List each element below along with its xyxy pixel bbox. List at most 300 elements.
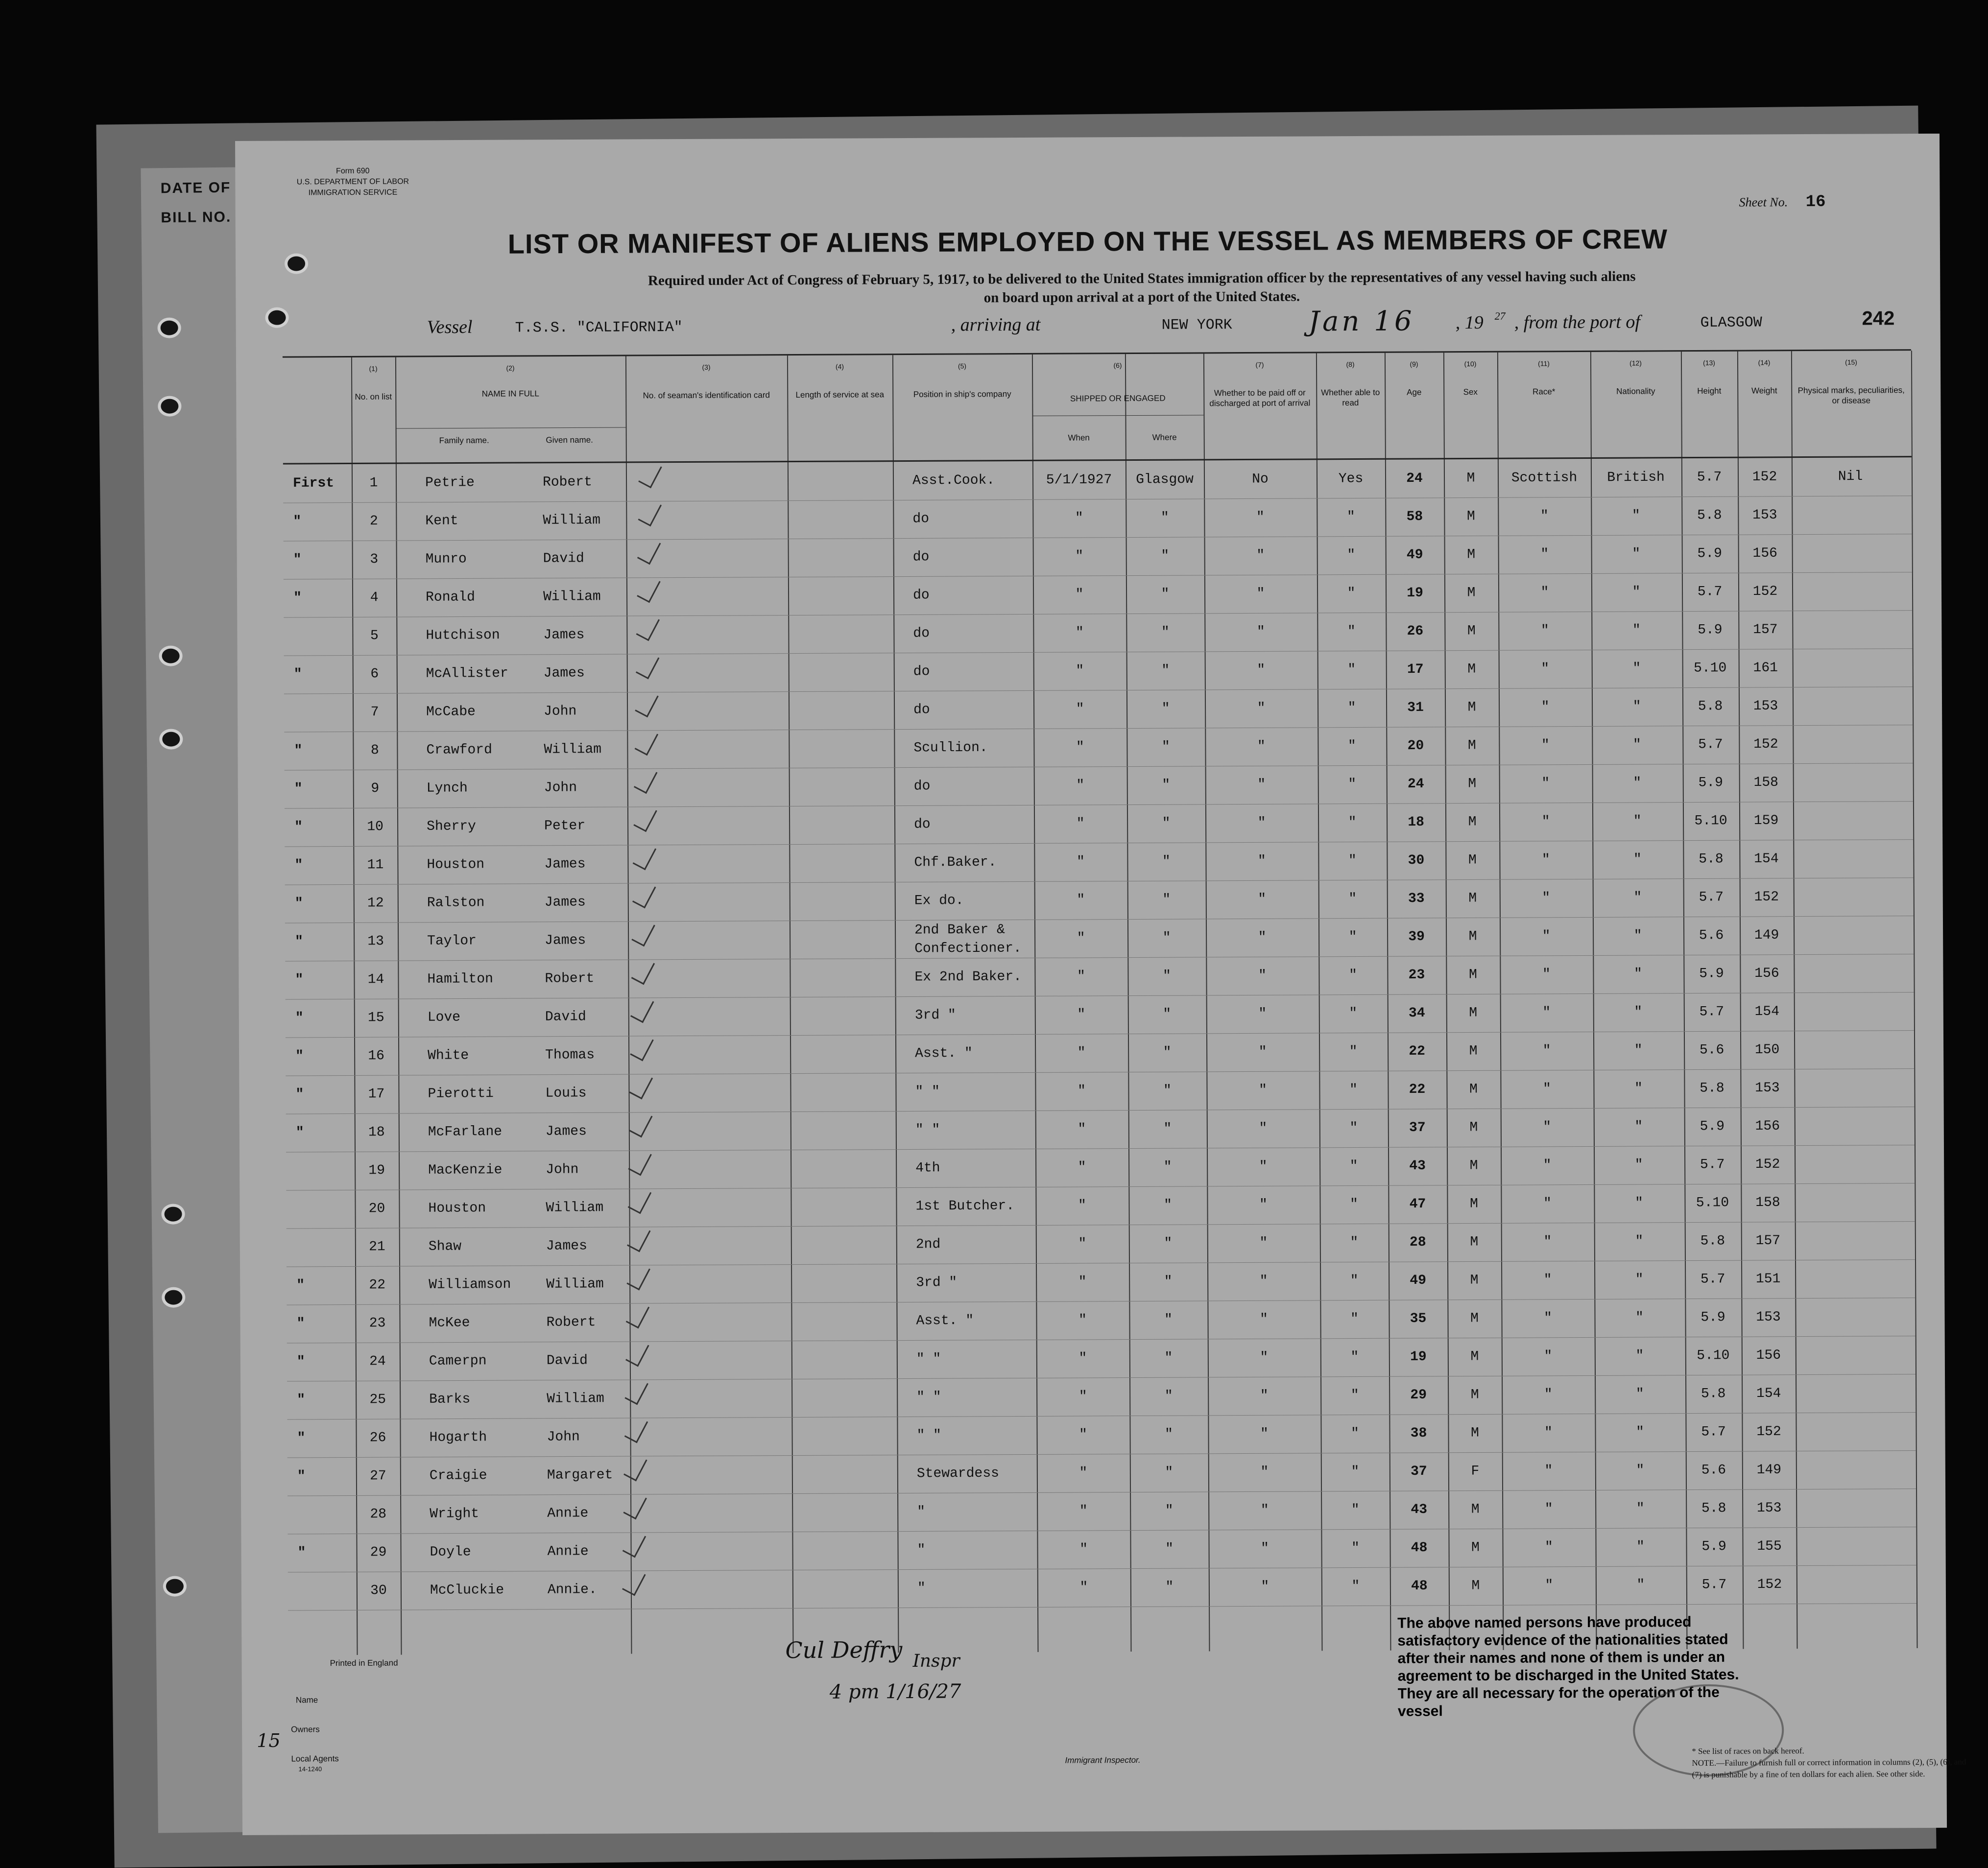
crew-age: 23	[1408, 967, 1425, 983]
crew-shipped-where: "	[1162, 778, 1171, 793]
crew-family-name: McKee	[429, 1315, 470, 1331]
crew-row-number: 18	[368, 1125, 385, 1140]
row-rule	[285, 801, 1913, 809]
agents-code: 14-1240	[298, 1765, 322, 1773]
crew-position: Stewardess	[916, 1466, 999, 1482]
crew-race: "	[1540, 508, 1549, 524]
row-rule	[285, 954, 1914, 962]
crew-row-class: "	[293, 552, 302, 567]
row-rule	[285, 839, 1913, 847]
crew-family-name: Ronald	[426, 590, 475, 605]
column-header-read: Whether able to read	[1321, 387, 1380, 408]
crew-sex: M	[1466, 471, 1475, 486]
crew-position: Scullion.	[913, 740, 988, 756]
crew-sex: F	[1471, 1464, 1480, 1479]
crew-position: Ex do.	[914, 893, 964, 909]
column-header-name: NAME IN FULL	[481, 389, 539, 399]
crew-position: do	[913, 626, 930, 641]
crew-nationality: "	[1632, 699, 1641, 715]
crew-position: do	[913, 664, 930, 680]
column-rule	[1497, 353, 1504, 1650]
crew-family-name: Craigie	[429, 1468, 487, 1484]
crew-sex: M	[1468, 891, 1477, 906]
crew-position: " "	[916, 1428, 942, 1443]
crew-row-class: "	[295, 1125, 304, 1140]
crew-position: 2nd	[915, 1237, 941, 1253]
crew-height: 5.8	[1699, 851, 1724, 867]
crew-shipped-when: "	[1079, 1580, 1088, 1596]
crew-position: 3rd "	[916, 1275, 958, 1291]
crew-row-number: 22	[369, 1277, 386, 1293]
column-header-service-num: (4)	[835, 362, 844, 371]
column-header-id-card: No. of seaman's identification card	[643, 390, 770, 401]
crew-family-name: Williamson	[429, 1277, 511, 1293]
crew-race: "	[1544, 1387, 1553, 1402]
subtitle-line-2: on board upon arrival at a port of the United States.	[983, 288, 1300, 306]
crew-paid-off: "	[1259, 1235, 1268, 1251]
crew-weight: 153	[1756, 1500, 1782, 1516]
crew-nationality: British	[1607, 470, 1665, 486]
punch-hole	[265, 307, 288, 328]
crew-race: "	[1542, 928, 1551, 944]
crew-paid-off: "	[1256, 624, 1265, 640]
sheet-number	[1739, 193, 1825, 212]
crew-given-name: John	[544, 780, 577, 796]
punch-hole	[158, 317, 181, 338]
crew-able-to-read: "	[1347, 547, 1356, 563]
crew-paid-off: "	[1258, 1006, 1267, 1022]
crew-shipped-when: "	[1076, 816, 1085, 832]
crew-row-number: 30	[370, 1583, 387, 1599]
crew-shipped-where: "	[1163, 1121, 1172, 1137]
check-mark-icon	[630, 1033, 653, 1061]
row-rule	[287, 1527, 1916, 1535]
crew-family-name: Kent	[425, 513, 458, 529]
crew-height: 5.9	[1700, 1119, 1725, 1135]
crew-nationality: "	[1632, 584, 1641, 600]
crew-row-number: 24	[369, 1354, 386, 1370]
crew-nationality: "	[1635, 1195, 1643, 1211]
crew-height: 5.7	[1698, 737, 1723, 753]
crew-family-name: Wright	[430, 1506, 479, 1522]
crew-age: 22	[1409, 1082, 1426, 1098]
crew-nationality: "	[1633, 851, 1642, 868]
check-mark-icon	[623, 1530, 646, 1558]
column-header-race: Race*	[1533, 387, 1556, 397]
column-header-sex-num: (10)	[1464, 359, 1477, 368]
crew-age: 48	[1411, 1540, 1428, 1556]
crew-nationality: "	[1632, 661, 1641, 677]
crew-race: "	[1540, 546, 1549, 562]
column-rule	[1316, 353, 1323, 1651]
row-rule	[286, 992, 1914, 1000]
crew-height: 5.7	[1700, 1157, 1725, 1173]
column-header-position: Position in ship's company	[913, 389, 1011, 399]
crew-nationality: "	[1634, 1004, 1643, 1020]
crew-height: 5.10	[1697, 1348, 1730, 1364]
crew-paid-off: "	[1260, 1426, 1269, 1442]
column-rule	[1911, 351, 1918, 1648]
vessel-name: T.S.S. "CALIFORNIA"	[515, 319, 683, 337]
crew-height: 5.9	[1701, 1310, 1725, 1325]
crew-sex: M	[1470, 1234, 1479, 1250]
crew-sex: M	[1471, 1425, 1480, 1441]
crew-weight: 156	[1756, 1348, 1781, 1363]
punch-hole	[158, 396, 181, 416]
crew-nationality: "	[1633, 813, 1642, 829]
crew-shipped-when: "	[1078, 1389, 1087, 1405]
year-suffix: 27	[1494, 309, 1506, 322]
crew-given-name: Annie.	[547, 1582, 597, 1598]
crew-shipped-when: "	[1079, 1541, 1088, 1558]
crew-paid-off: "	[1259, 1121, 1268, 1136]
crew-family-name: Lynch	[426, 780, 468, 796]
crew-paid-off: "	[1259, 1083, 1267, 1098]
check-mark-icon	[634, 766, 657, 794]
column-header-paid-off: Whether to be paid off or discharged at port of arrival	[1209, 388, 1311, 408]
crew-row-class: "	[294, 857, 303, 873]
crew-weight: 152	[1755, 1157, 1780, 1172]
check-mark-icon	[632, 880, 655, 908]
crew-family-name: Pierotti	[428, 1086, 494, 1102]
crew-race: "	[1541, 852, 1550, 868]
crew-shipped-when: "	[1075, 548, 1084, 565]
inspection-time: 4 pm 1/16/27	[829, 1680, 961, 1703]
crew-age: 18	[1408, 814, 1424, 830]
vessel-label: Vessel	[427, 316, 473, 338]
crew-paid-off: "	[1256, 586, 1265, 602]
crew-paid-off: "	[1259, 1274, 1268, 1289]
crew-race: "	[1542, 1005, 1551, 1020]
crew-height: 5.9	[1699, 966, 1724, 982]
column-header-sex: Sex	[1463, 387, 1478, 397]
crew-able-to-read: "	[1350, 1311, 1359, 1327]
crew-race: "	[1543, 1196, 1552, 1211]
row-rule	[287, 1336, 1916, 1344]
crew-shipped-when: 5/1/1927	[1046, 472, 1112, 488]
crew-row-class: "	[293, 666, 302, 682]
crew-race: "	[1542, 890, 1551, 906]
crew-able-to-read: "	[1349, 1006, 1358, 1021]
crew-row-class: "	[295, 1087, 304, 1102]
crew-family-name: McCabe	[426, 704, 476, 720]
column-header-position-num: (5)	[958, 362, 967, 370]
punch-hole	[159, 729, 183, 749]
crew-weight: 158	[1753, 775, 1779, 790]
form-number: Form 690	[335, 166, 370, 176]
row-rule	[287, 1221, 1915, 1229]
crew-family-name: Love	[427, 1010, 461, 1025]
check-mark-icon	[622, 1568, 646, 1596]
crew-given-name: Robert	[546, 1315, 596, 1330]
crew-given-name: David	[546, 1353, 588, 1369]
crew-shipped-where: "	[1161, 587, 1170, 602]
crew-position: "	[917, 1504, 926, 1520]
crew-able-to-read: "	[1348, 853, 1357, 869]
crew-sex: M	[1467, 662, 1476, 677]
column-header-id-card-num: (3)	[702, 363, 711, 371]
column-header-service: Length of service at sea	[795, 390, 885, 400]
crew-height: 5.6	[1701, 1463, 1726, 1478]
crew-shipped-where: "	[1160, 510, 1169, 526]
column-header-height-num: (13)	[1703, 358, 1715, 367]
crew-shipped-where: "	[1165, 1580, 1174, 1595]
crew-race: "	[1543, 1081, 1551, 1097]
crew-race: "	[1542, 1043, 1551, 1059]
crew-family-name: Shaw	[428, 1239, 462, 1254]
row-rule	[285, 763, 1913, 771]
from-label: , from the port of	[1514, 311, 1640, 333]
crew-nationality: "	[1636, 1539, 1645, 1555]
crew-able-to-read: "	[1348, 815, 1357, 830]
crew-shipped-when: "	[1075, 625, 1084, 641]
crew-position: Ex 2nd Baker.	[914, 969, 1022, 985]
crew-position: do	[912, 549, 930, 565]
crew-age: 37	[1411, 1464, 1427, 1480]
crew-able-to-read: "	[1347, 586, 1356, 601]
crew-race: "	[1541, 699, 1550, 715]
crew-row-number: 27	[370, 1468, 386, 1484]
header-rule	[1032, 415, 1203, 416]
form-header	[289, 166, 416, 198]
row-rule	[286, 1183, 1915, 1191]
crew-shipped-where: "	[1164, 1236, 1173, 1252]
column-header-family-name: Family name.	[439, 435, 489, 446]
crew-row-number: 6	[370, 666, 379, 682]
crew-position: do	[912, 511, 930, 527]
crew-weight: 152	[1753, 736, 1778, 752]
crew-row-number: 16	[368, 1048, 385, 1064]
page-title: LIST OR MANIFEST OF ALIENS EMPLOYED ON THE VESSEL AS MEMBERS OF CREW	[507, 223, 1668, 260]
crew-able-to-read: "	[1351, 1426, 1360, 1442]
crew-height: 5.10	[1694, 661, 1727, 676]
row-rule	[284, 648, 1913, 656]
arriving-label: , arriving at	[951, 314, 1041, 335]
crew-row-class: "	[294, 743, 303, 758]
crew-age: 43	[1409, 1158, 1426, 1174]
column-header-marks: Physical marks, peculiarities, or disease	[1797, 385, 1905, 405]
check-mark-icon	[629, 1110, 652, 1137]
crew-sex: M	[1471, 1502, 1480, 1517]
crew-family-name: Ralston	[427, 895, 485, 911]
crew-able-to-read: "	[1350, 1349, 1359, 1365]
crew-shipped-when: "	[1076, 701, 1084, 717]
crew-row-class: "	[293, 514, 302, 529]
crew-nationality: "	[1631, 508, 1640, 524]
crew-weight: 157	[1753, 622, 1778, 638]
crew-paid-off: "	[1257, 739, 1266, 755]
crew-row-class: "	[294, 819, 303, 835]
crew-row-number: 17	[368, 1087, 385, 1102]
crew-shipped-when: "	[1076, 778, 1085, 794]
check-mark-icon	[624, 1377, 648, 1405]
crew-position: do	[913, 702, 930, 718]
crew-shipped-where: "	[1162, 930, 1171, 946]
check-mark-icon	[627, 1186, 651, 1214]
service-name: IMMIGRATION SERVICE	[308, 188, 398, 197]
column-header-nationality-num: (12)	[1629, 359, 1642, 367]
row-rule	[287, 1450, 1916, 1458]
crew-paid-off: "	[1258, 930, 1267, 946]
crew-weight: 152	[1752, 469, 1777, 485]
crew-nationality: "	[1633, 928, 1642, 944]
crew-row-class: "	[297, 1545, 306, 1561]
check-mark-icon	[623, 1454, 647, 1482]
crew-row-number: 3	[370, 552, 379, 567]
crew-given-name: William	[547, 1391, 604, 1407]
crew-given-name: John	[547, 1429, 580, 1445]
row-rule	[285, 916, 1914, 923]
crew-shipped-where: "	[1164, 1350, 1173, 1366]
crew-shipped-when: "	[1079, 1427, 1088, 1443]
check-mark-icon	[627, 1224, 650, 1252]
crew-given-name: William	[543, 589, 601, 605]
crew-row-class: "	[295, 1010, 304, 1026]
arrival-date: Jan 16	[1308, 305, 1415, 338]
crew-shipped-where: "	[1165, 1503, 1174, 1519]
crew-weight: 156	[1754, 966, 1779, 981]
crew-shipped-when: "	[1077, 1045, 1086, 1061]
crew-race: "	[1544, 1348, 1553, 1364]
crew-race: Scottish	[1511, 470, 1578, 486]
page-subtitle	[480, 266, 1803, 309]
manifest-page	[235, 134, 1966, 1835]
crew-race: "	[1540, 623, 1549, 638]
crew-sex: M	[1468, 852, 1477, 868]
crew-shipped-when: "	[1076, 663, 1084, 679]
crew-row-number: 23	[369, 1316, 386, 1331]
crew-position: 2nd Baker &	[914, 922, 1005, 938]
crew-sex: M	[1467, 585, 1476, 601]
crew-height: 5.9	[1701, 1539, 1726, 1555]
row-rule	[287, 1259, 1915, 1267]
crew-age: 37	[1409, 1120, 1426, 1136]
crew-weight: 156	[1752, 545, 1777, 561]
crew-shipped-when: "	[1078, 1121, 1086, 1137]
crew-given-name: Margaret	[547, 1467, 613, 1483]
crew-shipped-where: "	[1164, 1274, 1173, 1290]
crew-race: "	[1541, 737, 1550, 753]
crew-shipped-where: "	[1164, 1312, 1173, 1328]
column-rule	[1385, 353, 1391, 1651]
column-rule	[1791, 351, 1798, 1649]
crew-able-to-read: "	[1348, 891, 1357, 907]
crew-nationality: "	[1634, 1119, 1643, 1135]
column-header-weight: Weight	[1751, 386, 1777, 396]
crew-height: 5.9	[1698, 622, 1723, 638]
crew-family-name: Houston	[427, 857, 485, 873]
crew-race: "	[1543, 1272, 1552, 1288]
crew-height: 5.7	[1697, 584, 1723, 600]
crew-height: 5.6	[1699, 1042, 1725, 1058]
crew-weight: 152	[1754, 889, 1779, 905]
crew-family-name: Crawford	[426, 742, 492, 758]
check-mark-icon	[633, 804, 657, 832]
year-prefix: , 19	[1455, 312, 1484, 333]
crew-race: "	[1540, 585, 1549, 600]
crew-row-class: First	[292, 475, 335, 491]
crew-paid-off: "	[1257, 777, 1266, 793]
crew-nationality: "	[1634, 1081, 1643, 1097]
crew-able-to-read: "	[1349, 1120, 1358, 1136]
crew-able-to-read: "	[1347, 700, 1356, 716]
crew-shipped-when: "	[1078, 1236, 1087, 1252]
row-rule	[284, 610, 1912, 618]
crew-nationality: "	[1633, 966, 1642, 982]
crew-shipped-when: "	[1077, 892, 1085, 908]
crew-row-class: "	[297, 1430, 306, 1446]
department-name: U.S. DEPARTMENT OF LABOR	[296, 177, 409, 187]
crew-weight: 161	[1753, 660, 1778, 676]
row-rule	[286, 1030, 1914, 1038]
row-rule	[287, 1412, 1916, 1420]
crew-row-number: 8	[370, 743, 379, 758]
crew-row-number: 25	[369, 1392, 386, 1408]
column-rule	[1032, 355, 1039, 1652]
crew-age: 33	[1408, 891, 1425, 907]
crew-family-name: Munro	[425, 551, 467, 567]
column-header-weight-num: (14)	[1758, 358, 1771, 367]
crew-age: 19	[1407, 585, 1423, 601]
crew-paid-off: "	[1260, 1312, 1268, 1327]
crew-given-name: David	[545, 1009, 586, 1025]
crew-paid-off: "	[1258, 892, 1267, 907]
crew-given-name: James	[545, 933, 586, 948]
crew-shipped-when: "	[1077, 930, 1085, 946]
row-rule	[288, 1565, 1916, 1573]
crew-age: 30	[1408, 852, 1425, 869]
crew-weight: 158	[1755, 1195, 1780, 1210]
column-rule	[395, 357, 402, 1655]
from-port: GLASGOW	[1700, 314, 1762, 331]
crew-position: " "	[915, 1084, 940, 1100]
row-rule	[287, 1489, 1916, 1496]
crew-nationality: "	[1635, 1233, 1644, 1250]
crew-given-name: William	[544, 742, 602, 757]
row-rule	[286, 1107, 1915, 1114]
crew-row-number: 20	[368, 1201, 385, 1217]
column-rule	[1125, 354, 1132, 1652]
crew-able-to-read: "	[1349, 1082, 1358, 1098]
crew-given-name: William	[543, 513, 601, 528]
crew-height: 5.8	[1701, 1501, 1726, 1516]
crew-sex: M	[1467, 700, 1476, 715]
crew-given-name: William	[546, 1200, 604, 1216]
crew-paid-off: "	[1257, 662, 1266, 678]
crew-sex: M	[1467, 738, 1476, 754]
crew-given-name: James	[543, 665, 585, 681]
crew-able-to-read: "	[1347, 738, 1356, 754]
crew-paid-off: "	[1260, 1388, 1269, 1404]
crew-race: "	[1543, 1234, 1552, 1250]
crew-shipped-where: "	[1162, 816, 1171, 831]
check-mark-icon	[628, 1148, 651, 1176]
punch-hole	[162, 1287, 185, 1307]
crew-row-class: "	[294, 781, 303, 797]
crew-row-class: "	[294, 896, 303, 911]
crew-age: 20	[1407, 738, 1424, 754]
subtitle-line-1: Required under Act of Congress of February 5, 1917, to be delivered to the United States immigration officer by the representatives of any vessel having such aliens	[647, 268, 1636, 289]
crew-paid-off: "	[1257, 815, 1266, 831]
row-rule	[288, 1603, 1916, 1611]
column-rule	[1203, 354, 1210, 1651]
column-rule	[1681, 352, 1688, 1649]
crew-shipped-when: "	[1078, 1083, 1086, 1099]
crew-position: " "	[915, 1122, 940, 1138]
crew-given-name: Louis	[545, 1086, 587, 1101]
crew-family-name: Hogarth	[429, 1430, 487, 1445]
row-rule	[284, 534, 1912, 542]
